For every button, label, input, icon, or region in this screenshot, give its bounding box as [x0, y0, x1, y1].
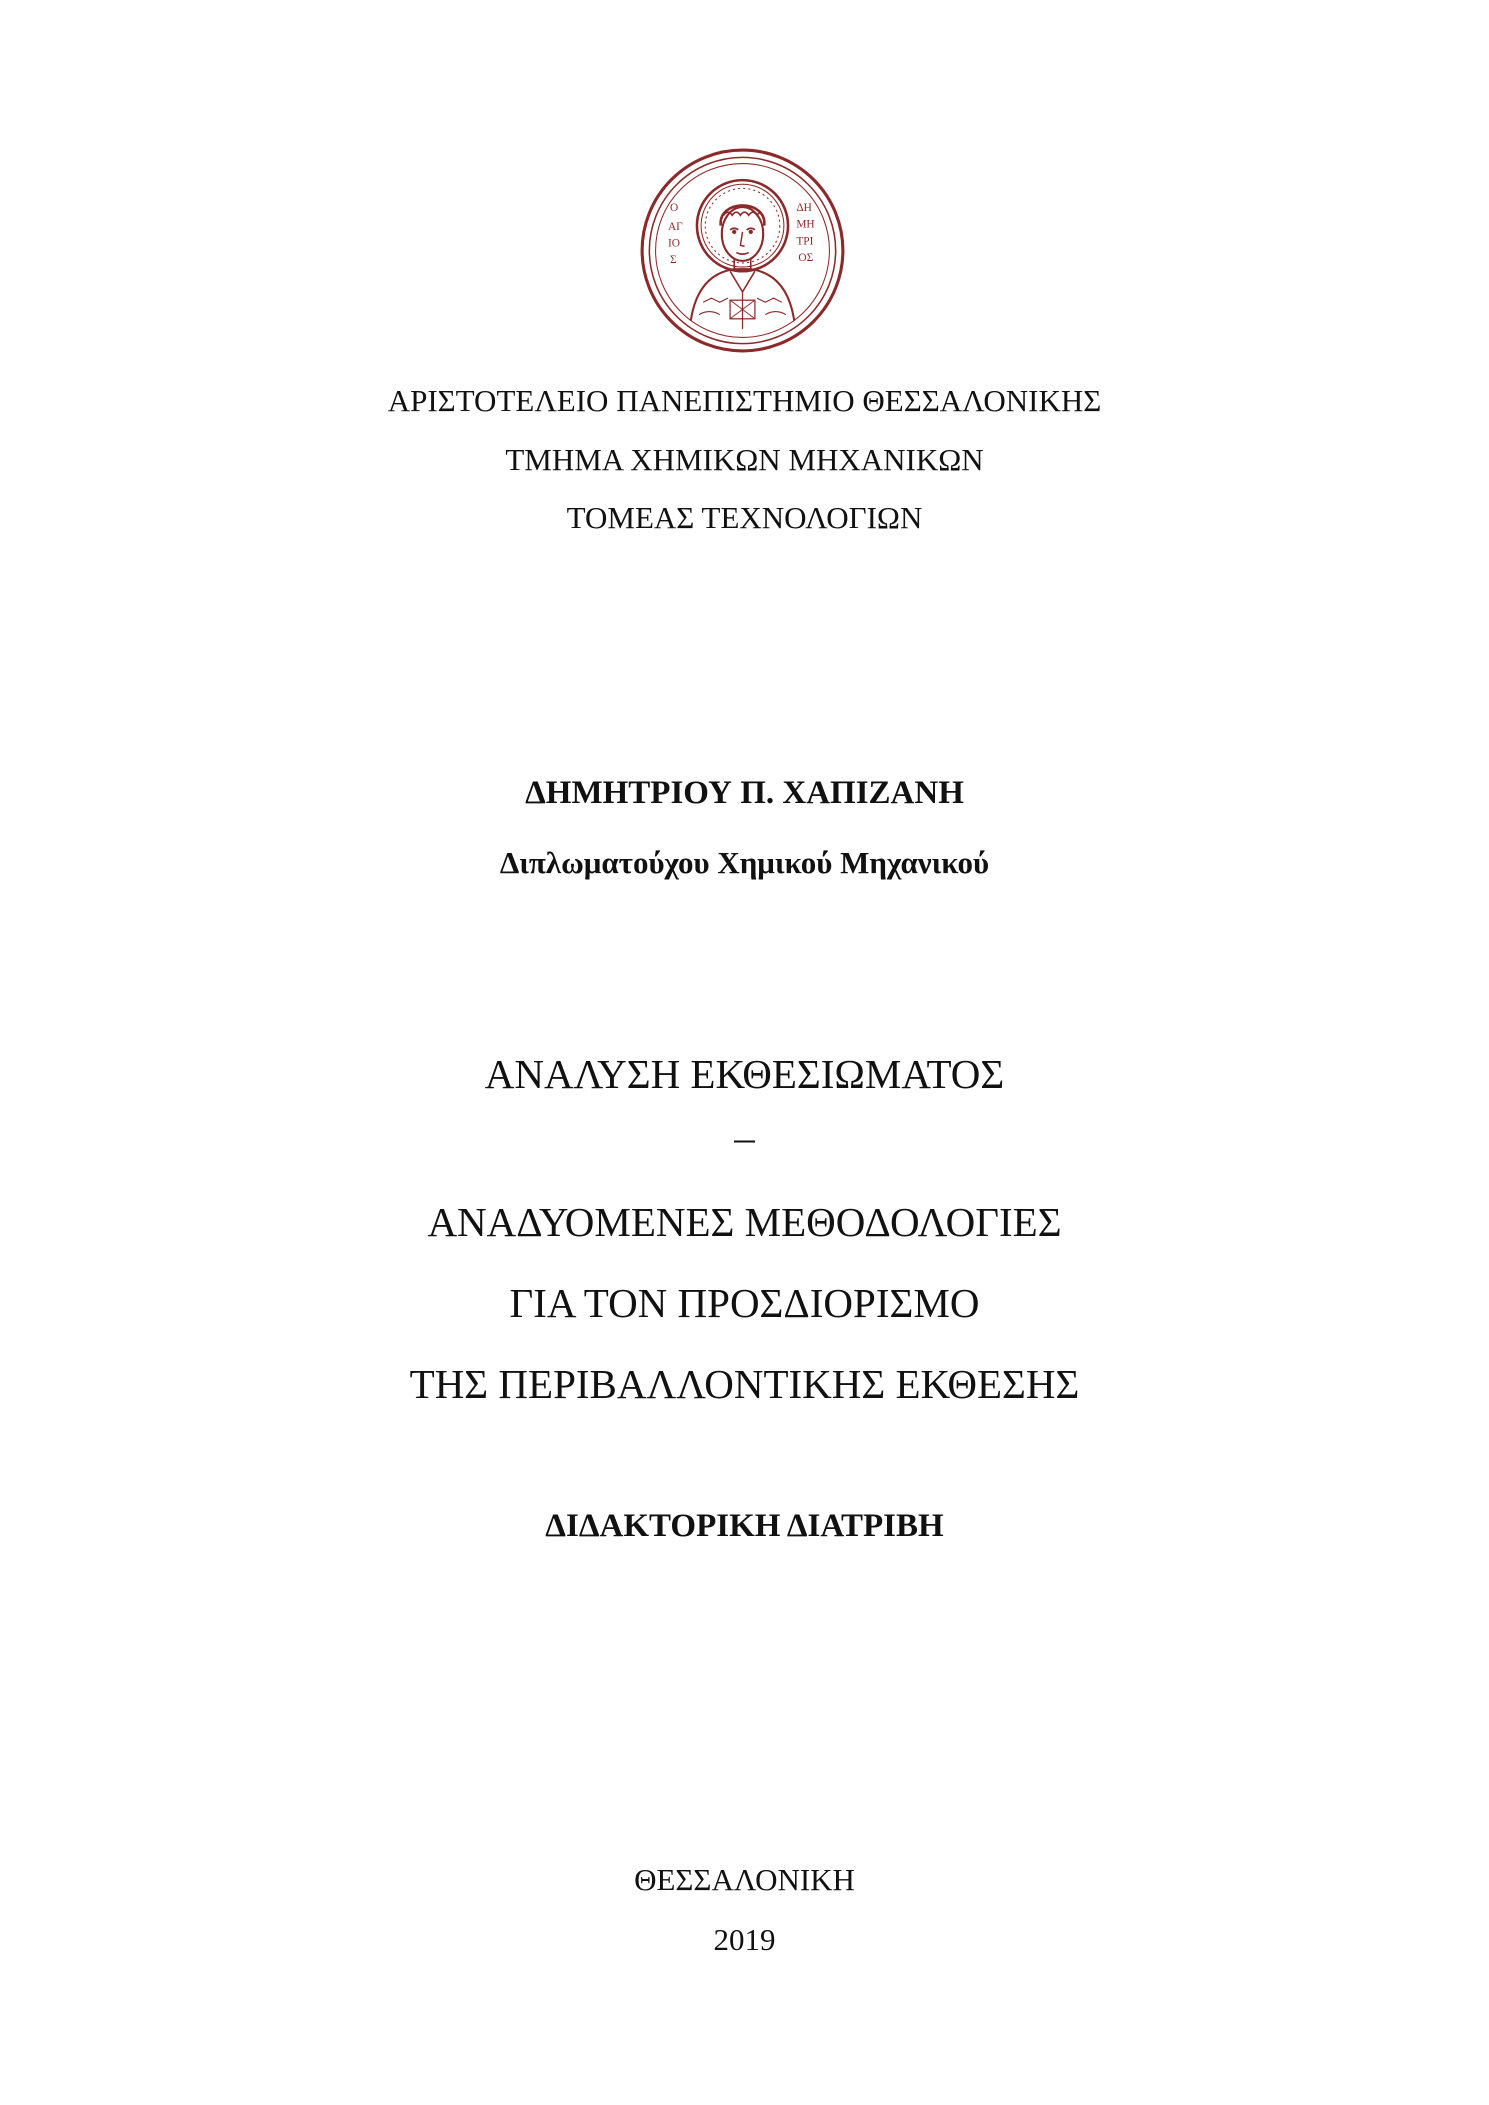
university-seal-icon: [639, 147, 846, 354]
thesis-title-line-3: ΓΙΑ ΤΟΝ ΠΡΟΣΔΙΟΡΙΣΜΟ: [509, 1280, 980, 1326]
svg-text:ΟΣ: ΟΣ: [798, 251, 814, 264]
thesis-title-line-1: ΑΝΑΛΥΣΗ ΕΚΘΕΣΙΩΜΑΤΟΣ: [484, 1051, 1005, 1097]
svg-text:Ο: Ο: [670, 202, 679, 215]
svg-text:ΤΡΙ: ΤΡΙ: [796, 235, 814, 248]
svg-text:ΔΗ: ΔΗ: [796, 202, 812, 215]
university-name: ΑΡΙΣΤΟΤΕΛΕΙΟ ΠΑΝΕΠΙΣΤΗΜΙΟ ΘΕΣΣΑΛΟΝΙΚΗΣ: [387, 383, 1102, 418]
thesis-title-line-4: ΤΗΣ ΠΕΡΙΒΑΛΛΟΝΤΙΚΗΣ ΕΚΘΕΣΗΣ: [409, 1361, 1080, 1407]
department-name: ΤΜΗΜΑ ΧΗΜΙΚΩΝ ΜΗΧΑΝΙΚΩΝ: [505, 442, 984, 477]
author-name: ΔΗΜΗΤΡΙΟΥ Π. ΧΑΠΙΖΑΝΗ: [525, 775, 964, 811]
author-degree: Διπλωματούχου Χημικού Μηχανικού: [499, 845, 990, 880]
thesis-title-line-2: ΑΝΑΔΥΟΜΕΝΕΣ ΜΕΘΟΔΟΛΟΓΙΕΣ: [427, 1199, 1062, 1245]
svg-text:ΙΟ: ΙΟ: [667, 237, 680, 250]
publication-year: 2019: [713, 1922, 776, 1957]
document-type: ΔΙΔΑΚΤΟΡΙΚΗ ΔΙΑΤΡΙΒΗ: [545, 1508, 944, 1544]
svg-text:ΜΗ: ΜΗ: [796, 218, 815, 231]
svg-text:ΑΓ: ΑΓ: [667, 220, 683, 233]
thesis-title-separator: –: [734, 1114, 755, 1160]
city-name: ΘΕΣΣΑΛΟΝΙΚΗ: [634, 1862, 855, 1897]
svg-text:Σ: Σ: [670, 253, 677, 266]
sector-name: ΤΟΜΕΑΣ ΤΕΧΝΟΛΟΓΙΩΝ: [566, 500, 923, 535]
